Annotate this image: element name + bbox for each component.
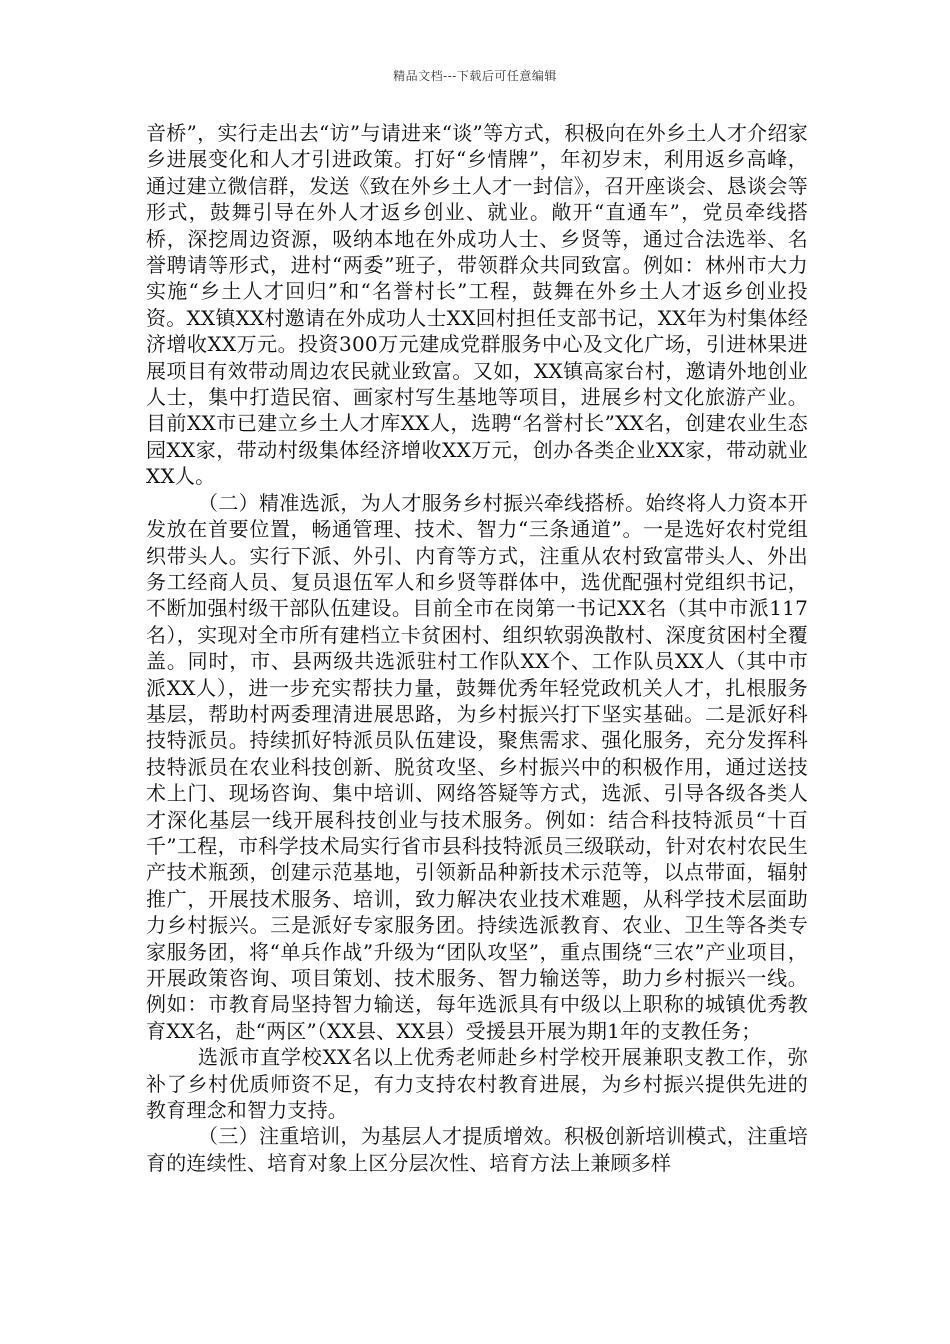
paragraph-section-3: （三）注重培训，为基层人才提质增效。积极创新培训模式，注重培育的连续性、培育对象上区分层次性、培育方法上兼顾多样 [146, 1124, 808, 1175]
document-body [146, 120, 808, 1176]
paragraph-continuation: 音桥”，实行走出去“访”与请进来“谈”等方式，积极向在外乡土人才介绍家乡进展变化和人才引进政策。打好“乡情牌”，年初岁末，利用返乡高峰，通过建立微信群，发送《致在外乡土人才一封信》，召开座谈会、恳谈会等形式，鼓舞引导在外人才返乡创业、就业。敞开“直通车”，党员牵线搭桥，深挖周边资源，吸纳本地在外成功人士、乡贤等，通过合法选举、名誉聘请等形式，进村“两委”班子，带领群众共同致富。例如：林州市大力实施“乡土人才回归”和“名誉村长”工程，鼓舞在外乡土人才返乡创业投资。XX镇XX村邀请在外成功人士XX回村担任支部书记，XX年为村集体经济增收XX万元。投资300万元建成党群服务中心及文化广场，引进林果进展项目有效带动周边农民就业致富。又如，XX镇高家台村，邀请外地创业人士，集中打造民宿、画家村写生基地等项目，进展乡村文化旅游产业。目前XX市已建立乡土人才库XX人，选聘“名誉村长”XX名，创建农业生态园XX家，带动村级集体经济增收XX万元，创办各类企业XX家，带动就业XX人。 [146, 121, 808, 489]
paragraph-teacher-dispatch: 选派市直学校XX名以上优秀老师赴乡村学校开展兼职支教工作，弥补了乡村优质师资不足，有力支持农村教育进展，为乡村振兴提供先进的教育理念和智力支持。 [146, 1045, 808, 1123]
page-header: 精品文档---下载后可任意编辑 [393, 69, 557, 83]
paragraph-section-2: （二）精准选派，为人才服务乡村振兴牵线搭桥。始终将人力资本开发放在首要位置，畅通管理、技术、智力“三条通道”。一是选好农村党组织带头人。实行下派、外引、内育等方式，注重从农村致富带头人、外出务工经商人员、复员退伍军人和乡贤等群体中，选优配强村党组织书记，不断加强村级干部队伍建设。目前全市在岗第一书记XX名（其中市派117名），实现对全市所有建档立卡贫困村、组织软弱涣散村、深度贫困村全覆盖。同时，市、县两级共选派驻村工作队XX个、工作队员XX人（其中市派XX人），进一步充实帮扶力量，鼓舞优秀年轻党政机关人才，扎根服务基层，帮助村两委理清进展思路，为乡村振兴打下坚实基础。二是派好科技特派员。持续抓好特派员队伍建设，聚焦需求、强化服务，充分发挥科技特派员在农业科技创新、脱贫攻坚、乡村振兴中的积极作用，通过送技术上门、现场咨询、集中培训、网络答疑等方式，选派、引导各级各类人才深化基层一线开展科技创业与技术服务。例如：结合科技特派员“十百千”工程，市科学技术局实行省市县科技特派员三级联动，针对农村农民生产技术瓶颈，创建示范基地，引领新品种新技术示范等，以点带面，辐射推广，开展技术服务、培训，致力解决农业技术难题，从科学技术层面助力乡村振兴。三是派好专家服务团。持续选派教育、农业、卫生等各类专家服务团，将“单兵作战”升级为“团队攻坚”，重点围绕“三农”产业项目，开展政策咨询、项目策划、技术服务、智力输送等，助力乡村振兴一线。例如：市教育局坚持智力输送，每年选派具有中级以上职称的城镇优秀教育XX名，赴“两区”（XX县、XX县）受援县开展为期1年的支教任务； [146, 490, 808, 1043]
